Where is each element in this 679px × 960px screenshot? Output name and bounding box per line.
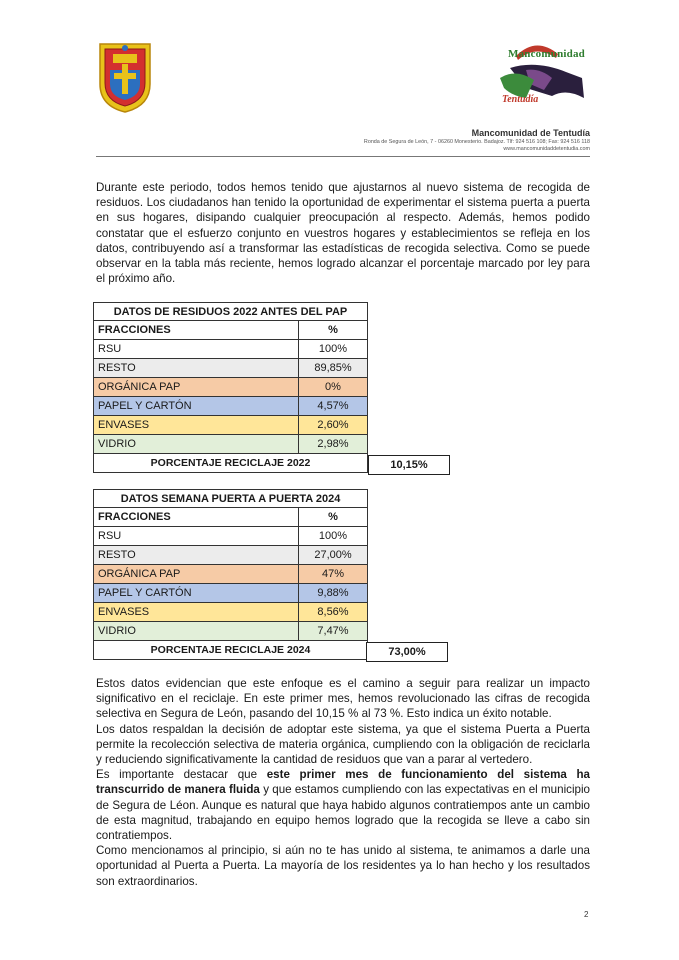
table-row [94, 397, 368, 416]
row-label: ORGÁNICA PAP [94, 565, 299, 584]
table-row [94, 378, 368, 397]
row-label: ENVASES [94, 416, 299, 435]
closing-paragraph-3 [96, 767, 590, 843]
page-number: 2 [584, 910, 589, 919]
table-row [94, 340, 368, 359]
table-row [94, 584, 368, 603]
mancomunidad-logo [496, 38, 592, 112]
row-value: 47% [299, 565, 368, 584]
row-value: 0% [299, 378, 368, 397]
table-row [94, 416, 368, 435]
row-label: VIDRIO [94, 435, 299, 454]
row-value: 9,88% [299, 584, 368, 603]
closing-paragraph-3-tail: y que estamos cumpliendo con las expectativas en el municipio de Segura de Léon. Aunque es natural que haya habido algunos contratiempos ante un cambio de esta magnitud, trabajando en equipo hemos logrado que la recogida se lleve a cabo sin contratiempos. [96, 783, 590, 843]
table-row [94, 435, 368, 454]
intro-text: Durante este periodo, todos hemos tenido que ajustarnos al nuevo sistema de recogida de residuos. Los ciudadanos han tenido la oportunidad de experimentar el sistema puerta a puerta en sus hogares, disipando cualquier preocupación al respecto. Además, hemos podido constatar que el esfuerzo conjunto en vuestros hogares y establecimientos se refleja en los datos, contribuyendo así a transformar las estadísticas de recogida selectiva. Como se puede observar en la tabla más reciente, hemos logrado alcanzar el porcentaje marcado por ley para el próximo año. [96, 181, 590, 286]
row-label: RESTO [94, 359, 299, 378]
row-value: 7,47% [299, 622, 368, 641]
table-row [94, 565, 368, 584]
brand-name-line1: Mancomunidad [508, 48, 585, 60]
row-label: ORGÁNICA PAP [94, 378, 299, 397]
row-value: 2,60% [299, 416, 368, 435]
waste-data-table-2022 [93, 302, 368, 473]
row-label: PAPEL Y CARTÓN [94, 584, 299, 603]
row-label: RSU [94, 527, 299, 546]
table-title: DATOS SEMANA PUERTA A PUERTA 2024 [94, 490, 368, 508]
summary-label: PORCENTAJE RECICLAJE 2024 [94, 641, 368, 660]
municipal-crest-logo [96, 40, 154, 114]
row-value: 89,85% [299, 359, 368, 378]
row-label: PAPEL Y CARTÓN [94, 397, 299, 416]
table-row [94, 359, 368, 378]
organization-address: Ronda de Segura de León, 7 - 06260 Monesterio. Badajoz. Tlf: 924 516 108; Fax: 924 516 118 [363, 139, 590, 145]
closing-paragraph-1: Estos datos evidencian que este enfoque es el camino a seguir para realizar un impacto significativo en el reciclaje. En este primer mes, hemos revolucionado las cifras de recogida selectiva en Segura de León, pasando del 10,15 % al 73 %. Esto indica un éxito notable. [96, 677, 590, 721]
column-header-percent: % [299, 508, 368, 527]
table-row [94, 603, 368, 622]
row-value: 27,00% [299, 546, 368, 565]
row-label: RESTO [94, 546, 299, 565]
closing-paragraph-3-lead: Es importante destacar que [96, 768, 267, 782]
summary-value-2022: 10,15% [368, 455, 450, 475]
row-value: 100% [299, 340, 368, 359]
row-label: VIDRIO [94, 622, 299, 641]
column-header-fracciones: FRACCIONES [94, 508, 299, 527]
closing-paragraph-2: Los datos respaldan la decisión de adoptar este sistema, ya que el sistema Puerta a Puerta permite la recolección selectiva de materia orgánica, cumpliendo con la obligación de reciclarla y reduciendo significativamente la cantidad de residuos que van a parar al vertedero. [96, 722, 590, 767]
closing-text-block [96, 676, 590, 889]
table-title: DATOS DE RESIDUOS 2022 ANTES DEL PAP [94, 303, 368, 321]
column-header-percent: % [299, 321, 368, 340]
table-row [94, 622, 368, 641]
row-value: 8,56% [299, 603, 368, 622]
row-value: 2,98% [299, 435, 368, 454]
organization-name: Mancomunidad de Tentudía [471, 128, 590, 138]
summary-value-2024: 73,00% [366, 642, 448, 662]
table-row [94, 546, 368, 565]
intro-paragraph [96, 180, 590, 286]
header-divider [96, 156, 590, 157]
row-label: RSU [94, 340, 299, 359]
row-label: ENVASES [94, 603, 299, 622]
closing-paragraph-3-highlight: este primer mes de funcionamiento del sistema ha transcurrido de manera fluida [96, 768, 590, 797]
table-row [94, 527, 368, 546]
row-value: 4,57% [299, 397, 368, 416]
column-header-fracciones: FRACCIONES [94, 321, 299, 340]
organization-website: www.mancomunidaddetentudia.com [503, 146, 590, 152]
row-value: 100% [299, 527, 368, 546]
brand-name-line2: Tentudía [502, 94, 539, 105]
waste-data-table-2024 [93, 489, 368, 660]
summary-label: PORCENTAJE RECICLAJE 2022 [94, 454, 368, 473]
closing-paragraph-4: Como mencionamos al principio, si aún no te has unido al sistema, te animamos a darle una oportunidad al Puerta a Puerta. La mayoría de los residentes ya lo han hecho y los resultados son extraordinarios. [96, 844, 590, 888]
